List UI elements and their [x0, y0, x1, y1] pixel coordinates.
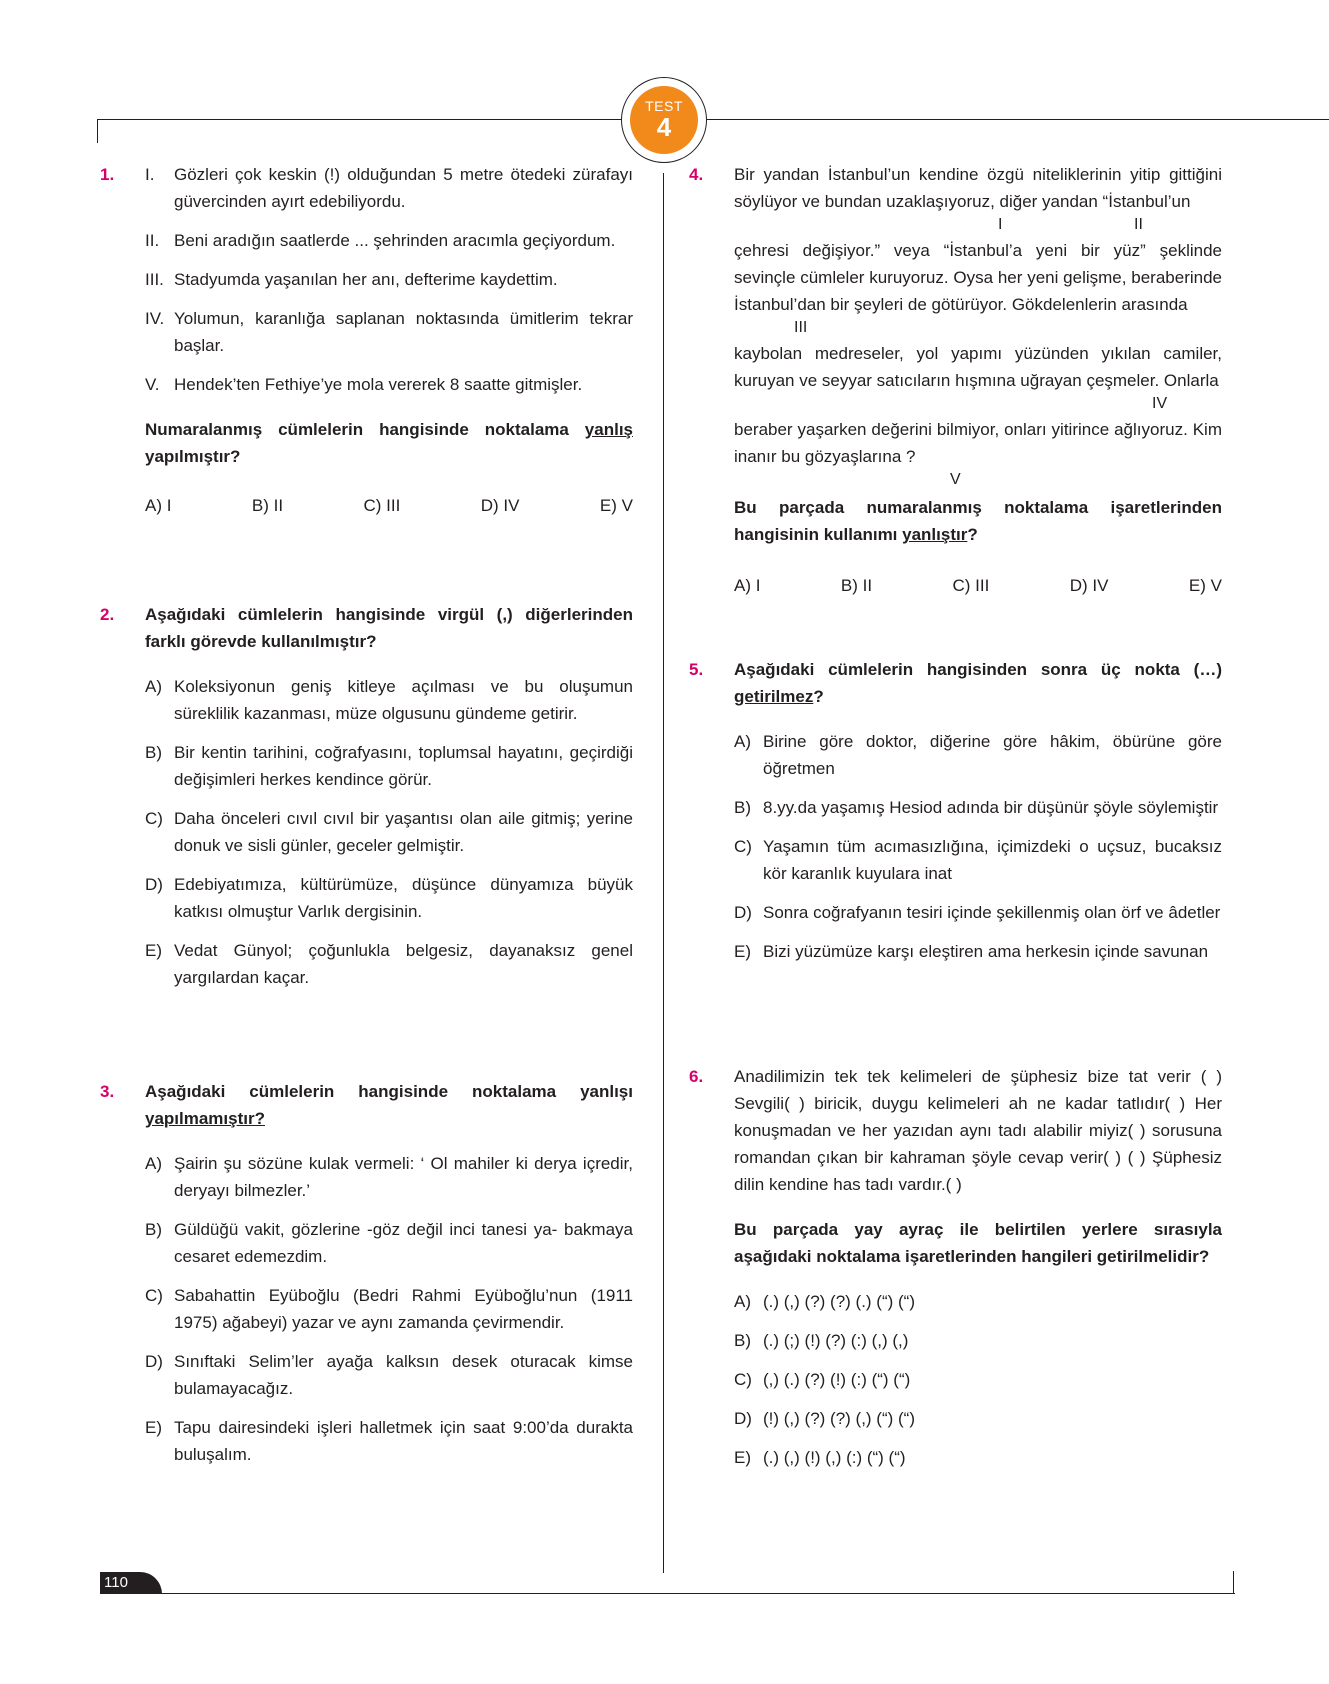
stem-emphasis: yanlıştır: [902, 525, 968, 544]
statement-iii: [145, 266, 633, 293]
option-b[interactable]: [734, 794, 1222, 821]
footer-rule: [100, 1593, 1235, 1594]
choice-b[interactable]: B) II: [840, 576, 873, 595]
question-2: [100, 601, 633, 1003]
header-rule-tick: [97, 119, 98, 143]
choice-d[interactable]: D) IV: [480, 496, 520, 515]
option-e[interactable]: [145, 1414, 633, 1468]
question-number: 5.: [689, 660, 704, 679]
question-number: 3.: [100, 1082, 115, 1101]
option-a[interactable]: [734, 1288, 1222, 1315]
choice-b[interactable]: B) II: [251, 496, 284, 515]
page-number: 110: [100, 1572, 162, 1594]
question-6: [689, 1063, 1222, 1483]
option-label: C): [734, 1370, 752, 1389]
stem-text: yapılmıştır?: [145, 447, 241, 466]
option-c[interactable]: [145, 1282, 633, 1336]
option-label: C): [734, 837, 752, 856]
option-text: Bizi yüzümüze karşı eleştiren ama herkesin içinde savunan: [763, 942, 1209, 961]
option-label: E): [734, 942, 751, 961]
choices-row: [734, 572, 1222, 599]
option-text: (.) (,) (!) (,) (:) (“) (“): [763, 1448, 906, 1467]
statement-text: Yolumun, karanlığa saplanan noktasında ümitlerim tekrar başlar.: [174, 309, 633, 355]
option-d[interactable]: [734, 1405, 1222, 1432]
question-4: [689, 161, 1222, 599]
statement-ii: [145, 227, 633, 254]
choice-c[interactable]: C) III: [952, 576, 990, 595]
choice-c[interactable]: C) III: [363, 496, 401, 515]
question-stem: Aşağıdaki cümlelerin hangisinde virgül (,) diğerlerinden farklı görevde kullanılmıştır?: [145, 605, 633, 651]
marker-line: [734, 394, 1222, 416]
option-label: D): [734, 903, 752, 922]
option-c[interactable]: [734, 833, 1222, 887]
option-a[interactable]: [145, 673, 633, 727]
question-stem: [734, 494, 1222, 548]
statement-label: III.: [145, 270, 164, 289]
option-a[interactable]: [734, 728, 1222, 782]
option-label: B): [734, 1331, 751, 1350]
column-divider: [663, 173, 664, 1573]
passage-part-2: çehresi değişiyor.” veya “İstanbul’a yeni bir yüz” şeklinde sevinçle cümleler kuruyoruz. Oysa her yeni gelişme, beraberinde İstanbul’dan bir şeyleri de götürüyor. Gökdelenlerin arasında: [734, 241, 1222, 314]
statement-label: IV.: [145, 309, 165, 328]
stem-emphasis: getirilmez: [734, 687, 814, 706]
option-label: A): [734, 1292, 751, 1311]
stem-text: Aşağıdaki cümlelerin hangisinde noktalama yanlışı: [145, 1082, 633, 1101]
spacer: [734, 710, 1222, 728]
question-1: [100, 161, 633, 519]
test-badge-number: 4: [656, 112, 672, 142]
marker-iv: IV: [1152, 395, 1168, 412]
statement-text: Gözleri çok keskin (!) olduğundan 5 metre ötedeki zürafayı güvercinden ayırt edebiliyordu.: [174, 165, 633, 211]
option-text: Daha önceleri cıvıl cıvıl bir yaşantısı olan aile gitmiş; yerine donuk ve sisli günler, geceler gelmiştir.: [174, 809, 633, 855]
choice-e[interactable]: E) V: [1188, 576, 1222, 595]
statement-text: Stadyumda yaşanılan her anı, defterime kaydettim.: [174, 270, 558, 289]
option-text: Birine göre doktor, diğerine göre hâkim, öbürüne göre öğretmen: [763, 732, 1222, 778]
stem-emphasis: yanlış: [584, 420, 633, 439]
option-label: E): [145, 941, 162, 960]
option-label: D): [734, 1409, 752, 1428]
choice-e[interactable]: E) V: [599, 496, 633, 515]
option-d[interactable]: [145, 1348, 633, 1402]
marker-line: [734, 318, 1222, 340]
stem-text: ?: [967, 525, 978, 544]
statement-label: I.: [145, 165, 155, 184]
spacer: [734, 1270, 1222, 1288]
statement-label: V.: [145, 375, 160, 394]
header-rule-right: [707, 119, 1329, 120]
option-e[interactable]: [734, 938, 1222, 965]
statement-v: [145, 371, 633, 398]
question-number: 4.: [689, 165, 704, 184]
choice-d[interactable]: D) IV: [1069, 576, 1109, 595]
option-b[interactable]: [145, 739, 633, 793]
spacer: [145, 655, 633, 673]
choices-row: [145, 492, 633, 519]
header-rule-left: [97, 119, 622, 120]
option-text: Güldüğü vakit, gözlerine -göz değil inci tanesi ya- bakmaya cesaret edemezdim.: [174, 1220, 633, 1266]
stem-emphasis: yapılmamıştır?: [145, 1109, 265, 1128]
stem-text: Bu parçada numaralanmış noktalama işaretlerinden hangisinin kullanımı: [734, 498, 1222, 544]
marker-i: I: [998, 216, 1003, 233]
marker-v: V: [950, 471, 961, 488]
choice-a[interactable]: A) I: [734, 576, 761, 595]
stem-text: Numaralanmış cümlelerin hangisinde noktalama: [145, 420, 585, 439]
option-text: Yaşamın tüm acımasızlığına, içimizdeki o uçsuz, bucaksız kör karanlık kuyulara inat: [763, 837, 1222, 883]
statement-i: [145, 161, 633, 215]
question-number: 2.: [100, 605, 115, 624]
marker-line: [734, 470, 1222, 492]
option-text: (!) (,) (?) (?) (,) (“) (“): [763, 1409, 915, 1428]
option-c[interactable]: [734, 1366, 1222, 1393]
option-label: B): [145, 743, 162, 762]
option-text: (,) (.) (?) (!) (:) (“) (“): [763, 1370, 911, 1389]
option-text: Vedat Günyol; çoğunlukla belgesiz, dayanaksız genel yargılardan kaçar.: [174, 941, 633, 987]
marker-line: [734, 215, 1222, 237]
option-label: A): [734, 732, 751, 751]
question-stem: [145, 1078, 633, 1132]
stem-text: ?: [813, 687, 824, 706]
spacer: [145, 1132, 633, 1150]
option-d[interactable]: [145, 871, 633, 925]
option-text: (.) (;) (!) (?) (:) (,) (,): [763, 1331, 909, 1350]
option-e[interactable]: [145, 937, 633, 991]
option-label: E): [734, 1448, 751, 1467]
question-number: 6.: [689, 1067, 704, 1086]
option-text: Bir kentin tarihini, coğrafyasını, toplumsal hayatını, geçirdiği değişimleri herkes kendince görür.: [174, 743, 633, 789]
option-text: (.) (,) (?) (?) (.) (“) (“): [763, 1292, 915, 1311]
option-label: A): [145, 1154, 162, 1173]
option-label: E): [145, 1418, 162, 1437]
option-text: Şairin şu sözüne kulak vermeli: ‘ Ol mahiler ki derya içredir, deryayı bilmezler.’: [174, 1154, 633, 1200]
marker-iii: III: [794, 319, 808, 336]
stem-text: Aşağıdaki cümlelerin hangisinden sonra üç nokta (…): [734, 660, 1222, 679]
option-label: B): [145, 1220, 162, 1239]
option-text: Sınıftaki Selim’ler ayağa kalksın desek oturacak kimse bulamayacağız.: [174, 1352, 633, 1398]
statement-text: Hendek’ten Fethiye’ye mola vererek 8 saatte gitmişler.: [174, 375, 583, 394]
option-label: C): [145, 1286, 163, 1305]
option-text: Tapu dairesindeki işleri halletmek için saat 9:00’da durakta buluşalım.: [174, 1418, 633, 1464]
option-text: 8.yy.da yaşamış Hesiod adında bir düşünür şöyle söylemiştir: [763, 798, 1219, 817]
test-badge-label: TEST: [645, 98, 683, 114]
test-badge: [621, 77, 707, 163]
marker-ii: II: [1134, 216, 1143, 233]
option-text: Koleksiyonun geniş kitleye açılması ve bu oluşumun süreklilik kazanması, müze olgusunu gündeme getirir.: [174, 677, 633, 723]
option-text: Sabahattin Eyüboğlu (Bedri Rahmi Eyüboğlu’nun (1911 1975) ağabeyi) yazar ve aynı zamanda çevirmendir.: [174, 1286, 633, 1332]
passage-part-4: beraber yaşarken değerini bilmiyor, onları yitirince ağlıyoruz. Kim inanır bu gözyaşlarına ?: [734, 420, 1222, 466]
option-c[interactable]: [145, 805, 633, 859]
statement-text: Beni aradığın saatlerde ... şehrinden aracımla geçiyordum.: [174, 231, 616, 250]
choice-a[interactable]: A) I: [145, 496, 172, 515]
option-label: C): [145, 809, 163, 828]
test-badge-circle: [630, 86, 698, 154]
passage: Anadilimizin tek tek kelimeleri de şüphesiz bize tat verir ( ) Sevgili( ) biricik, duygu kelimeleri ah ne kadar tatlıdır( ) Her konuşmadan ve her yazıdan aynı tadı alabilir miyiz( ) sorusuna romandan çıkan bir kahraman şöyle cevap verir( ) ( ) Şüphesiz dilin kendine has tadı vardır.( ): [734, 1067, 1222, 1194]
option-b[interactable]: [734, 1327, 1222, 1354]
option-e[interactable]: [734, 1444, 1222, 1471]
footer-rule-tick: [1233, 1571, 1234, 1594]
question-number: 1.: [100, 165, 115, 184]
option-label: D): [145, 1352, 163, 1371]
option-b[interactable]: [145, 1216, 633, 1270]
option-text: Edebiyatımıza, kültürümüze, düşünce dünyamıza büyük katkısı olmuştur Varlık dergisinin.: [174, 875, 633, 921]
question-3: [100, 1078, 633, 1480]
option-d[interactable]: [734, 899, 1222, 926]
question-5: [689, 656, 1222, 977]
option-label: B): [734, 798, 751, 817]
option-label: D): [145, 875, 163, 894]
option-text: Sonra coğrafyanın tesiri içinde şekillenmiş olan örf ve âdetler: [763, 903, 1221, 922]
question-stem: [145, 416, 633, 470]
statement-iv: [145, 305, 633, 359]
passage-part-3: kaybolan medreseler, yol yapımı yüzünden yıkılan camiler, kuruyan ve seyyar satıcıların hışmına uğrayan çeşmeler. Onlarla: [734, 344, 1222, 390]
statement-label: II.: [145, 231, 160, 250]
question-stem: Bu parçada yay ayraç ile belirtilen yerlere sırasıyla aşağıdaki noktalama işaretlerinden hangileri getirilmelidir?: [734, 1220, 1222, 1266]
option-a[interactable]: [145, 1150, 633, 1204]
passage-part-1: Bir yandan İstanbul’un kendine özgü niteliklerinin yitip gittiğini söylüyor ve bundan uzaklaşıyoruz, diğer yandan “İstanbul’un: [734, 165, 1222, 211]
question-stem: [734, 656, 1222, 710]
option-label: A): [145, 677, 162, 696]
